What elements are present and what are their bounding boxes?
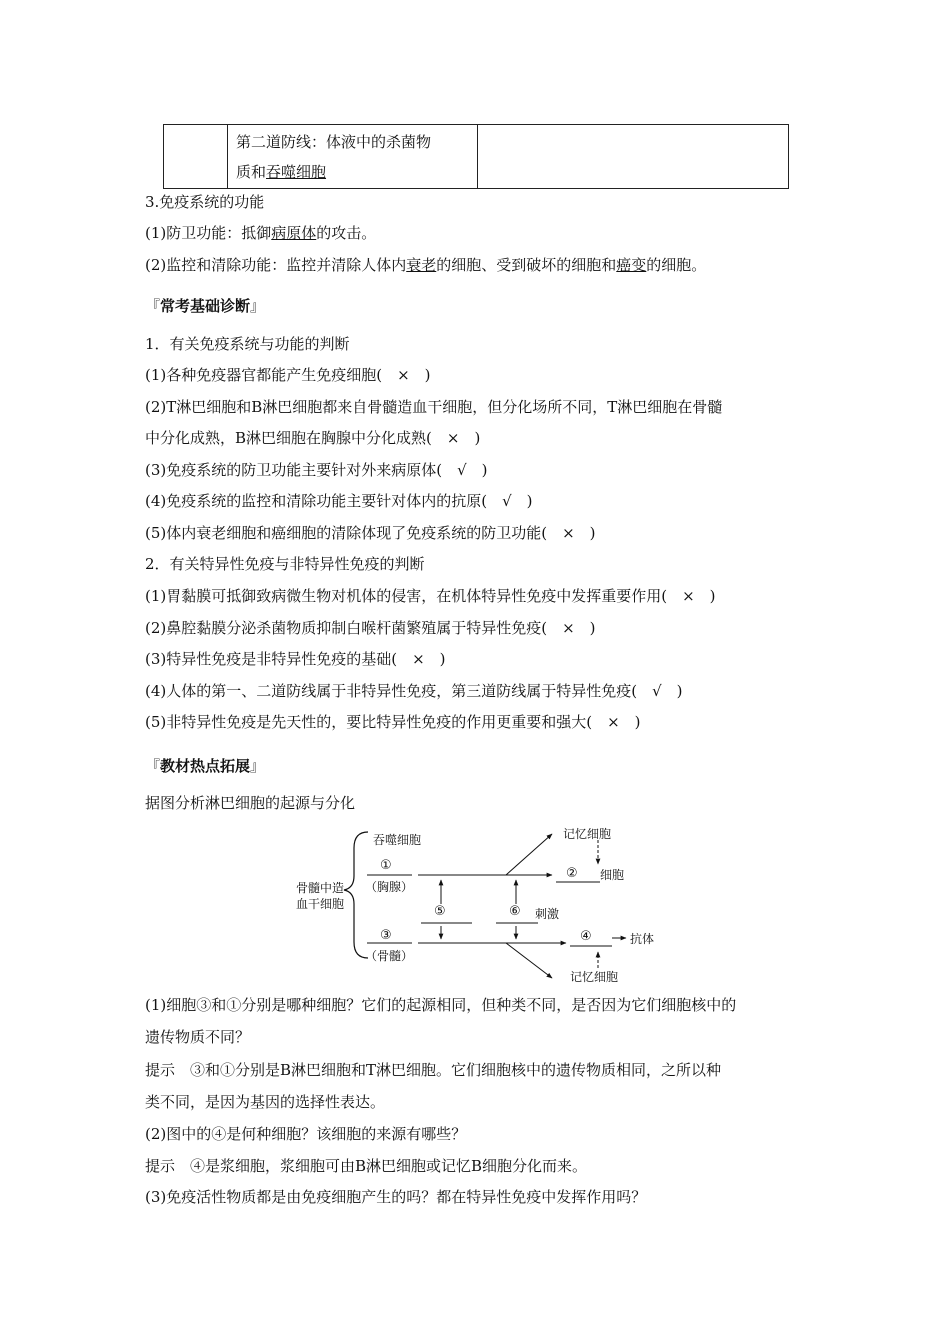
q1-heading: 1．有关免疫系统与功能的判断 xyxy=(145,335,350,353)
diagram-phagocyte: 吞噬细胞 xyxy=(373,833,422,847)
qa-line: 提示 ③和①分别是B淋巴细胞和T淋巴细胞。它们细胞核中的遗传物质相同，之所以种 xyxy=(145,1061,722,1079)
table-text-phagocyte: 吞噬细胞 xyxy=(266,163,327,181)
q2-item: (2)鼻腔黏膜分泌杀菌物质抑制白喉杆菌繁殖属于特异性免疫( × ) xyxy=(145,619,596,637)
diagram-memory-top: 记忆细胞 xyxy=(563,827,612,841)
table-text-line2-prefix: 质和 xyxy=(236,163,267,181)
table-cell-empty-right xyxy=(478,125,789,189)
defense-table xyxy=(163,124,789,189)
diagram-node-6: ⑥ xyxy=(509,904,521,919)
diagram-node-2-label: 细胞 xyxy=(600,868,625,882)
diagram-node-5: ⑤ xyxy=(434,904,446,919)
q2-item: (1)胃黏膜可抵御致病微生物对机体的侵害，在机体特异性免疫中发挥重要作用( × ) xyxy=(145,587,716,605)
diagram-stimulus: 刺激 xyxy=(535,907,560,921)
function-item-1: (1)防卫功能：抵御病原体的攻击。 xyxy=(145,224,377,242)
table-cell-second-line xyxy=(228,125,478,189)
functions-heading: 3.免疫系统的功能 xyxy=(145,193,265,211)
diagram-intro: 据图分析淋巴细胞的起源与分化 xyxy=(145,794,356,812)
q2-item: (3)特异性免疫是非特异性免疫的基础( × ) xyxy=(145,650,446,668)
brace xyxy=(344,832,368,958)
diagram-node-3: ③ xyxy=(380,928,392,943)
diagram-node-1: ① xyxy=(380,858,392,873)
q2-item: (5)非特异性免疫是先天性的，要比特异性免疫的作用更重要和强大( × ) xyxy=(145,713,641,731)
qa-line: (3)免疫活性物质都是由免疫细胞产生的吗？都在特异性免疫中发挥作用吗？ xyxy=(145,1188,647,1206)
q1-item: (1)各种免疫器官都能产生免疫细胞( × ) xyxy=(145,366,431,384)
diagram-node-4: ④ xyxy=(580,929,592,944)
diagram-source-cell: 骨髓中造 血干细胞 xyxy=(296,881,345,911)
qa-line: 提示 ④是浆细胞，浆细胞可由B淋巴细胞或记忆B细胞分化而来。 xyxy=(145,1157,588,1175)
q1-item: (2)T淋巴细胞和B淋巴细胞都来自骨髓造血干细胞，但分化场所不同，T淋巴细胞在骨髓 xyxy=(145,398,723,416)
diagram-antibody: 抗体 xyxy=(630,932,655,946)
table-cell-empty xyxy=(164,125,228,189)
diagram-node-1-site: （胸腺） xyxy=(365,880,414,894)
qa-line: (2)图中的④是何种细胞？该细胞的来源有哪些？ xyxy=(145,1125,467,1143)
q2-heading: 2．有关特异性免疫与非特异性免疫的判断 xyxy=(145,555,425,573)
function-item-2: (2)监控和清除功能：监控并清除人体内衰老的细胞、受到破坏的细胞和癌变的细胞。 xyxy=(145,256,707,274)
q1-item: (5)体内衰老细胞和癌细胞的清除体现了免疫系统的防卫功能( × ) xyxy=(145,524,596,542)
qa-line: 类不同，是因为基因的选择性表达。 xyxy=(145,1093,386,1111)
diagram-memory-bottom: 记忆细胞 xyxy=(570,970,619,984)
q1-item: (4)免疫系统的监控和清除功能主要针对体内的抗原( √ ) xyxy=(145,492,533,510)
q2-item: (4)人体的第一、二道防线属于非特异性免疫，第三道防线属于特异性免疫( √ ) xyxy=(145,682,683,700)
section-title-textbook-extension: 『教材热点拓展』 xyxy=(145,757,266,775)
q1-item: 中分化成熟，B淋巴细胞在胸腺中分化成熟( × ) xyxy=(145,429,481,447)
diagram-node-3-site: （骨髓） xyxy=(365,949,414,963)
table-text-line1: 第二道防线：体液中的杀菌物 xyxy=(236,133,432,151)
qa-line: 遗传物质不同？ xyxy=(145,1028,251,1046)
q1-item: (3)免疫系统的防卫功能主要针对外来病原体( √ ) xyxy=(145,461,488,479)
diagram-node-2: ② xyxy=(566,866,578,881)
qa-line: (1)细胞③和①分别是哪种细胞？它们的起源相同，但种类不同，是否因为它们细胞核中的 xyxy=(145,996,737,1014)
section-title-basic-diagnosis: 『常考基础诊断』 xyxy=(145,297,266,315)
